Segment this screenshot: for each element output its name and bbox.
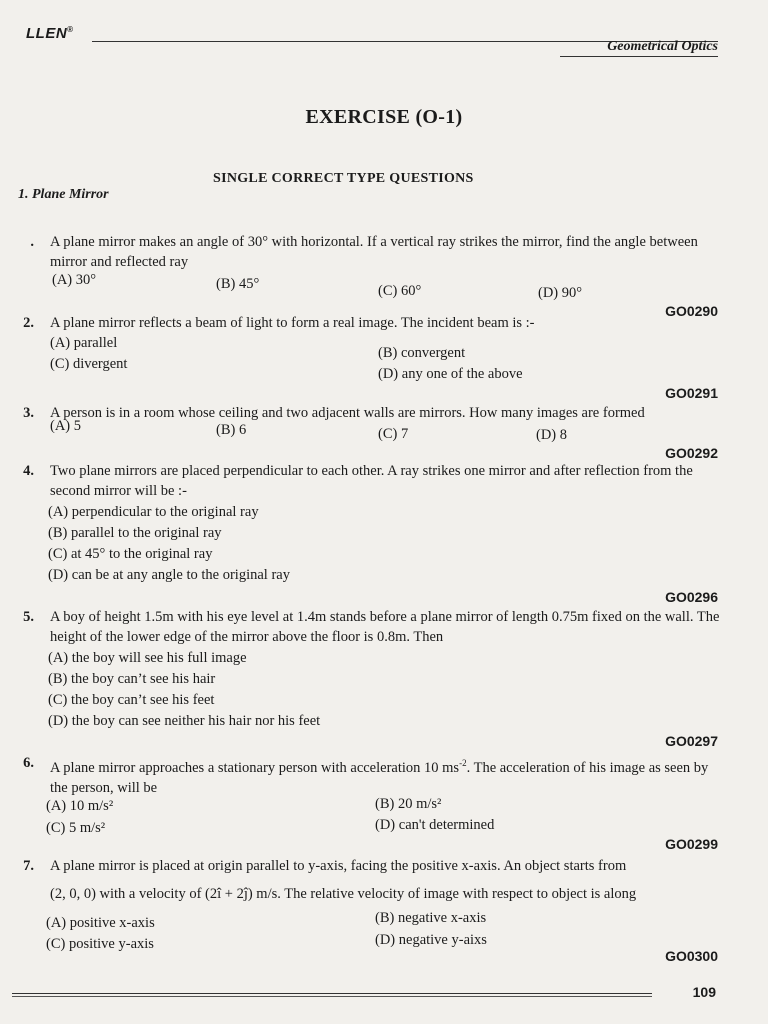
option-d: (D) the boy can see neither his hair nor his feet	[48, 713, 321, 729]
question-number: 3.	[23, 405, 34, 421]
option-d: (D) can be at any angle to the original ray	[48, 567, 290, 583]
question-number: 7.	[23, 858, 34, 874]
option-b: (B) 45°	[216, 276, 260, 292]
option-c: (C) 60°	[378, 283, 422, 299]
option-a: (A) 10 m/s²	[46, 798, 114, 814]
option-c: (C) the boy can’t see his feet	[48, 692, 215, 708]
page-number: 109	[692, 984, 716, 1000]
question-code: GO0300	[665, 948, 718, 964]
option-a: (A) 5	[50, 418, 82, 434]
option-c: (C) positive y-axis	[46, 936, 154, 952]
option-d: (D) 90°	[538, 285, 583, 301]
question-text: A plane mirror is placed at origin parallel to y-axis, facing the positive x-axis. An object starts from (2, 0, 0) with a velocity of (2î + 2ĵ) m/s. The relative velocity of image with respect to object is along	[50, 858, 637, 902]
question-text: A person is in a room whose ceiling and two adjacent walls are mirrors. How many images are formed	[50, 405, 645, 421]
option-b: (B) 6	[216, 422, 247, 438]
question-code: GO0290	[665, 303, 718, 319]
question-text: A plane mirror reflects a beam of light to form a real image. The incident beam is :-	[50, 315, 535, 331]
option-c: (C) divergent	[50, 356, 128, 372]
question-text: A plane mirror makes an angle of 30° with horizontal. If a vertical ray strikes the mirror, find the angle between mirror and reflected ray	[50, 234, 698, 270]
option-b: (B) the boy can’t see his hair	[48, 671, 216, 687]
footer-rule	[12, 993, 652, 994]
question-number: .	[30, 234, 34, 250]
option-b: (B) negative x-axis	[375, 910, 487, 926]
option-a: (A) 30°	[52, 272, 97, 288]
option-a: (A) the boy will see his full image	[48, 650, 247, 666]
chapter-title: Geometrical Optics	[607, 39, 718, 54]
option-b: (B) parallel to the original ray	[48, 525, 222, 541]
question-code: GO0296	[665, 589, 718, 605]
question-text: A plane mirror approaches a stationary person with acceleration 10 $ms^{-2}$. The acceleration of his image as seen by the person, will be	[50, 758, 709, 796]
option-c: (C) 7	[378, 426, 409, 442]
option-a: (A) positive x-axis	[46, 915, 155, 931]
question-text: A boy of height 1.5m with his eye level at 1.4m stands before a plane mirror of length 0.75m fixed on the wall. The height of the lower edge of the mirror above the floor is 0.8m. Then	[50, 609, 720, 645]
brand-logo: LLEN®	[26, 25, 74, 42]
option-d: (D) 8	[536, 427, 568, 443]
section-heading: 1. Plane Mirror	[18, 187, 109, 202]
question-number: 4.	[23, 463, 34, 479]
question-code: GO0291	[665, 385, 718, 401]
question-text: Two plane mirrors are placed perpendicular to each other. A ray strikes one mirror and after reflection from the second mirror will be :-	[50, 463, 693, 499]
option-d: (D) any one of the above	[378, 366, 523, 382]
question-code: GO0297	[665, 733, 718, 749]
question-number: 6.	[23, 755, 34, 771]
question-number: 2.	[23, 315, 34, 331]
option-a: (A) parallel	[50, 335, 118, 351]
option-b: (B) 20 m/s²	[375, 796, 442, 812]
question-type-heading: SINGLE CORRECT TYPE QUESTIONS	[213, 171, 474, 186]
option-c: (C) at 45° to the original ray	[48, 546, 213, 562]
header-underline	[560, 56, 718, 57]
option-c: (C) 5 m/s²	[46, 820, 106, 836]
question-code: GO0299	[665, 836, 718, 852]
footer-rule-shadow	[12, 996, 652, 997]
exercise-title: EXERCISE (O-1)	[305, 106, 463, 128]
option-b: (B) convergent	[378, 345, 466, 361]
option-d: (D) negative y-aixs	[375, 932, 487, 948]
option-a: (A) perpendicular to the original ray	[48, 504, 259, 520]
question-number: 5.	[23, 609, 34, 625]
question-code: GO0292	[665, 445, 718, 461]
option-d: (D) can't determined	[375, 817, 495, 833]
